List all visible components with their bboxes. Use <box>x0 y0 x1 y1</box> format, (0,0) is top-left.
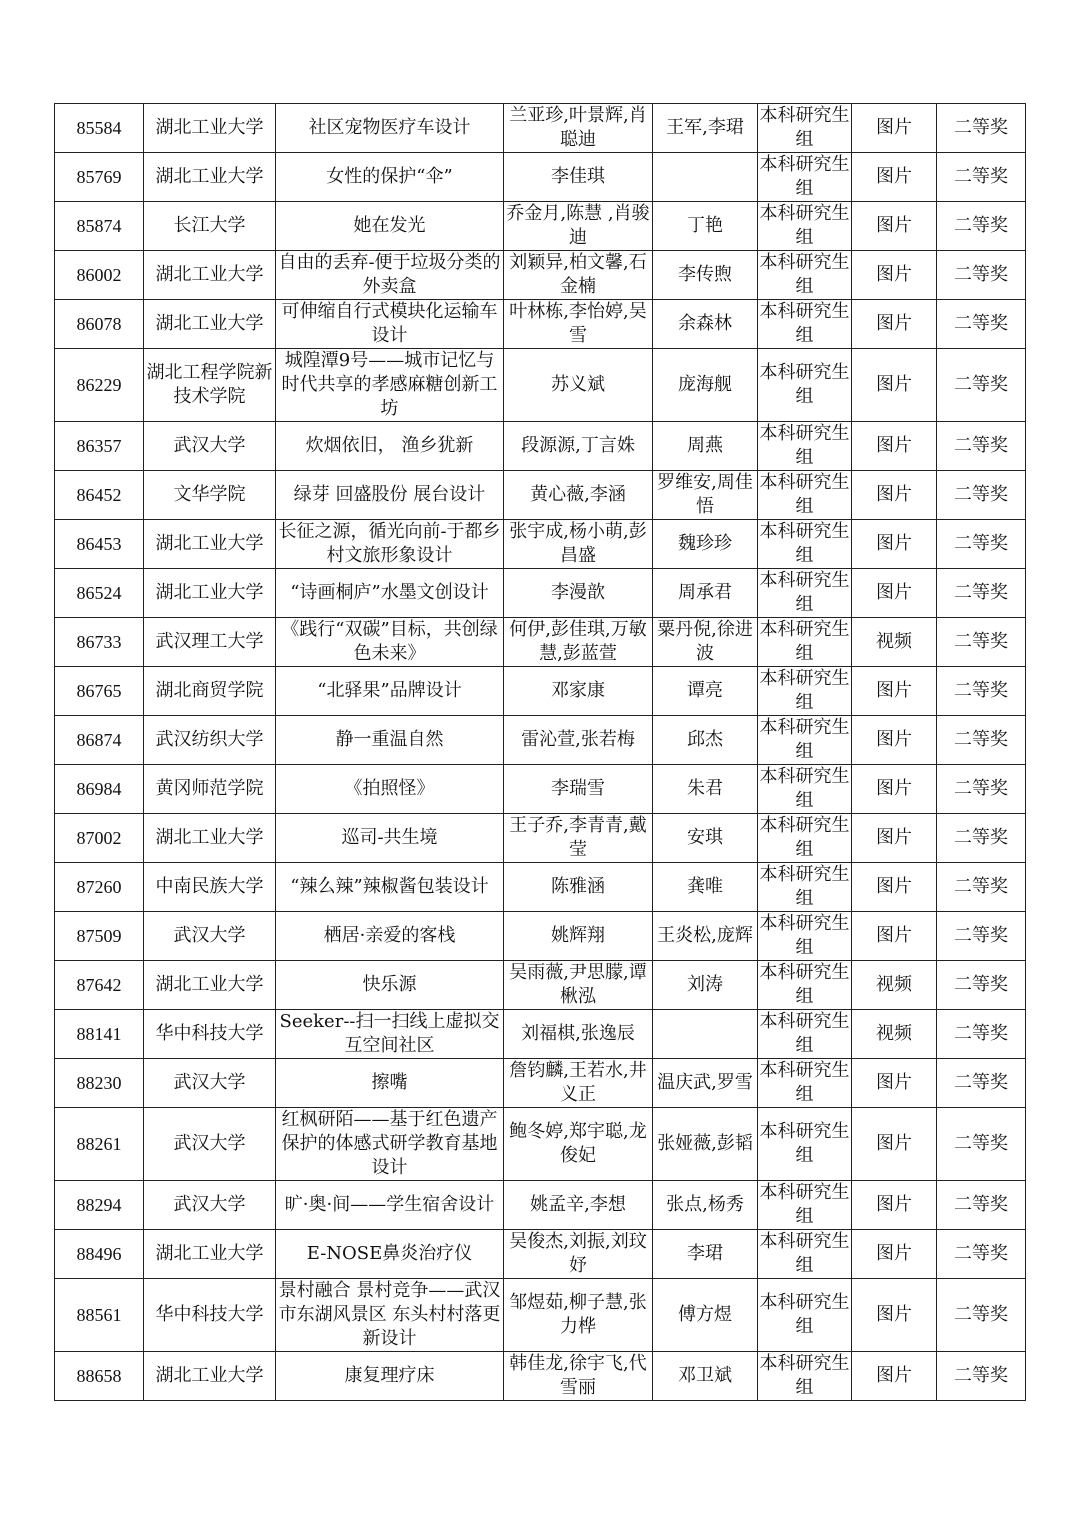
authors-cell: 李漫歆 <box>504 569 653 618</box>
advisor-cell: 丁艳 <box>653 202 758 251</box>
authors-cell: 邓家康 <box>504 667 653 716</box>
authors-cell: 陈雅涵 <box>504 863 653 912</box>
type-cell: 图片 <box>852 1181 937 1230</box>
award-table <box>54 103 1026 1401</box>
authors-cell: 李瑞雪 <box>504 765 653 814</box>
table-row <box>55 520 1026 569</box>
title-cell: 红枫研陌——基于红色遗产保护的体感式研学教育基地设计 <box>276 1108 504 1181</box>
school-cell: 湖北工业大学 <box>144 1230 276 1279</box>
title-cell: 《践行“双碳”目标，共创绿色未来》 <box>276 618 504 667</box>
advisor-cell <box>653 153 758 202</box>
entry-id-cell: 87509 <box>55 912 144 961</box>
school-cell: 武汉大学 <box>144 1059 276 1108</box>
school-cell: 武汉大学 <box>144 912 276 961</box>
award-cell: 二等奖 <box>937 814 1026 863</box>
authors-cell: 王子乔,李青青,戴莹 <box>504 814 653 863</box>
entry-id-cell: 86524 <box>55 569 144 618</box>
entry-id-cell: 86452 <box>55 471 144 520</box>
group-cell: 本科研究生组 <box>758 1230 852 1279</box>
type-cell: 视频 <box>852 961 937 1010</box>
advisor-cell: 余森林 <box>653 300 758 349</box>
table-row <box>55 1279 1026 1352</box>
entry-id-cell: 87642 <box>55 961 144 1010</box>
award-cell: 二等奖 <box>937 1230 1026 1279</box>
advisor-cell: 朱君 <box>653 765 758 814</box>
type-cell: 图片 <box>852 1279 937 1352</box>
advisor-cell: 李传煦 <box>653 251 758 300</box>
advisor-cell: 周燕 <box>653 422 758 471</box>
school-cell: 湖北工业大学 <box>144 814 276 863</box>
entry-id-cell: 87260 <box>55 863 144 912</box>
advisor-cell: 傅方煜 <box>653 1279 758 1352</box>
group-cell: 本科研究生组 <box>758 251 852 300</box>
school-cell: 武汉纺织大学 <box>144 716 276 765</box>
advisor-cell: 庞海舰 <box>653 349 758 422</box>
group-cell: 本科研究生组 <box>758 912 852 961</box>
advisor-cell: 温庆武,罗雪 <box>653 1059 758 1108</box>
title-cell: “北驿果”品牌设计 <box>276 667 504 716</box>
advisor-cell: 周承君 <box>653 569 758 618</box>
school-cell: 湖北工业大学 <box>144 1352 276 1401</box>
school-cell: 中南民族大学 <box>144 863 276 912</box>
title-cell: 自由的丢弃-便于垃圾分类的外卖盒 <box>276 251 504 300</box>
type-cell: 图片 <box>852 765 937 814</box>
type-cell: 图片 <box>852 863 937 912</box>
school-cell: 武汉理工大学 <box>144 618 276 667</box>
type-cell: 图片 <box>852 251 937 300</box>
award-cell: 二等奖 <box>937 765 1026 814</box>
school-cell: 湖北工程学院新技术学院 <box>144 349 276 422</box>
title-cell: 栖居·亲爱的客栈 <box>276 912 504 961</box>
advisor-cell <box>653 1010 758 1059</box>
award-cell: 二等奖 <box>937 912 1026 961</box>
table-row <box>55 104 1026 153</box>
school-cell: 湖北工业大学 <box>144 961 276 1010</box>
award-cell: 二等奖 <box>937 422 1026 471</box>
entry-id-cell: 88496 <box>55 1230 144 1279</box>
entry-id-cell: 86229 <box>55 349 144 422</box>
type-cell: 图片 <box>852 912 937 961</box>
group-cell: 本科研究生组 <box>758 202 852 251</box>
award-cell: 二等奖 <box>937 300 1026 349</box>
group-cell: 本科研究生组 <box>758 667 852 716</box>
table-row <box>55 1010 1026 1059</box>
school-cell: 武汉大学 <box>144 422 276 471</box>
school-cell: 湖北工业大学 <box>144 520 276 569</box>
award-cell: 二等奖 <box>937 569 1026 618</box>
advisor-cell: 张娅薇,彭韬 <box>653 1108 758 1181</box>
table-row <box>55 814 1026 863</box>
title-cell: 静一重温自然 <box>276 716 504 765</box>
award-cell: 二等奖 <box>937 1010 1026 1059</box>
award-cell: 二等奖 <box>937 1181 1026 1230</box>
title-cell: “辣么辣”辣椒酱包装设计 <box>276 863 504 912</box>
authors-cell: 兰亚珍,叶景辉,肖聪迪 <box>504 104 653 153</box>
group-cell: 本科研究生组 <box>758 1010 852 1059</box>
award-cell: 二等奖 <box>937 153 1026 202</box>
authors-cell: 段源源,丁言姝 <box>504 422 653 471</box>
entry-id-cell: 85874 <box>55 202 144 251</box>
title-cell: E-NOSE鼻炎治疗仪 <box>276 1230 504 1279</box>
advisor-cell: 王军,李珺 <box>653 104 758 153</box>
title-cell: 绿芽 回盛股份 展台设计 <box>276 471 504 520</box>
title-cell: 她在发光 <box>276 202 504 251</box>
title-cell: 擦嘴 <box>276 1059 504 1108</box>
type-cell: 图片 <box>852 814 937 863</box>
entry-id-cell: 86874 <box>55 716 144 765</box>
table-row <box>55 667 1026 716</box>
group-cell: 本科研究生组 <box>758 618 852 667</box>
group-cell: 本科研究生组 <box>758 863 852 912</box>
group-cell: 本科研究生组 <box>758 765 852 814</box>
group-cell: 本科研究生组 <box>758 153 852 202</box>
school-cell: 湖北工业大学 <box>144 569 276 618</box>
group-cell: 本科研究生组 <box>758 104 852 153</box>
type-cell: 图片 <box>852 104 937 153</box>
type-cell: 图片 <box>852 349 937 422</box>
authors-cell: 吴雨薇,尹思朦,谭楸泓 <box>504 961 653 1010</box>
table-row <box>55 471 1026 520</box>
entry-id-cell: 85584 <box>55 104 144 153</box>
type-cell: 视频 <box>852 1010 937 1059</box>
authors-cell: 韩佳龙,徐宇飞,代雪丽 <box>504 1352 653 1401</box>
school-cell: 黄冈师范学院 <box>144 765 276 814</box>
title-cell: 景村融合 景村竞争——武汉市东湖风景区 东头村村落更新设计 <box>276 1279 504 1352</box>
authors-cell: 黄心薇,李涵 <box>504 471 653 520</box>
title-cell: 城隍潭9号——城市记忆与时代共享的孝感麻糖创新工坊 <box>276 349 504 422</box>
title-cell: 社区宠物医疗车设计 <box>276 104 504 153</box>
group-cell: 本科研究生组 <box>758 814 852 863</box>
authors-cell: 李佳琪 <box>504 153 653 202</box>
authors-cell: 吴俊杰,刘振,刘玟妤 <box>504 1230 653 1279</box>
table-row <box>55 202 1026 251</box>
table-body <box>55 104 1026 1401</box>
entry-id-cell: 88294 <box>55 1181 144 1230</box>
entry-id-cell: 85769 <box>55 153 144 202</box>
group-cell: 本科研究生组 <box>758 1059 852 1108</box>
entry-id-cell: 88141 <box>55 1010 144 1059</box>
award-cell: 二等奖 <box>937 716 1026 765</box>
authors-cell: 刘颖异,柏文馨,石金楠 <box>504 251 653 300</box>
group-cell: 本科研究生组 <box>758 300 852 349</box>
title-cell: 快乐源 <box>276 961 504 1010</box>
award-cell: 二等奖 <box>937 1059 1026 1108</box>
type-cell: 图片 <box>852 153 937 202</box>
award-cell: 二等奖 <box>937 520 1026 569</box>
table-row <box>55 1059 1026 1108</box>
table-row <box>55 300 1026 349</box>
group-cell: 本科研究生组 <box>758 422 852 471</box>
table-row <box>55 153 1026 202</box>
type-cell: 视频 <box>852 618 937 667</box>
type-cell: 图片 <box>852 569 937 618</box>
school-cell: 湖北工业大学 <box>144 300 276 349</box>
table-row <box>55 422 1026 471</box>
award-cell: 二等奖 <box>937 471 1026 520</box>
group-cell: 本科研究生组 <box>758 961 852 1010</box>
title-cell: 《拍照怪》 <box>276 765 504 814</box>
group-cell: 本科研究生组 <box>758 1352 852 1401</box>
advisor-cell: 谭亮 <box>653 667 758 716</box>
advisor-cell: 龚唯 <box>653 863 758 912</box>
table-row <box>55 912 1026 961</box>
title-cell: 炊烟依旧， 渔乡犹新 <box>276 422 504 471</box>
table-row <box>55 765 1026 814</box>
award-cell: 二等奖 <box>937 961 1026 1010</box>
school-cell: 华中科技大学 <box>144 1279 276 1352</box>
title-cell: “诗画桐庐”水墨文创设计 <box>276 569 504 618</box>
table-row <box>55 349 1026 422</box>
type-cell: 图片 <box>852 471 937 520</box>
title-cell: 巡司-共生境 <box>276 814 504 863</box>
school-cell: 长江大学 <box>144 202 276 251</box>
school-cell: 湖北商贸学院 <box>144 667 276 716</box>
entry-id-cell: 86002 <box>55 251 144 300</box>
school-cell: 湖北工业大学 <box>144 104 276 153</box>
entry-id-cell: 86984 <box>55 765 144 814</box>
table-row <box>55 618 1026 667</box>
authors-cell: 姚辉翔 <box>504 912 653 961</box>
authors-cell: 叶林栋,李怡婷,吴雪 <box>504 300 653 349</box>
school-cell: 湖北工业大学 <box>144 251 276 300</box>
authors-cell: 詹钧麟,王若水,井义正 <box>504 1059 653 1108</box>
award-cell: 二等奖 <box>937 667 1026 716</box>
type-cell: 图片 <box>852 667 937 716</box>
authors-cell: 张宇成,杨小萌,彭昌盛 <box>504 520 653 569</box>
advisor-cell: 罗维安,周佳悟 <box>653 471 758 520</box>
authors-cell: 鲍冬婷,郑宇聪,龙俊妃 <box>504 1108 653 1181</box>
group-cell: 本科研究生组 <box>758 1108 852 1181</box>
type-cell: 图片 <box>852 1108 937 1181</box>
group-cell: 本科研究生组 <box>758 1181 852 1230</box>
school-cell: 文华学院 <box>144 471 276 520</box>
authors-cell: 邹煜茹,柳子慧,张力桦 <box>504 1279 653 1352</box>
entry-id-cell: 88658 <box>55 1352 144 1401</box>
advisor-cell: 粟丹倪,徐进波 <box>653 618 758 667</box>
authors-cell: 何伊,彭佳琪,万敏慧,彭蓝萱 <box>504 618 653 667</box>
award-cell: 二等奖 <box>937 1108 1026 1181</box>
authors-cell: 姚孟辛,李想 <box>504 1181 653 1230</box>
type-cell: 图片 <box>852 1230 937 1279</box>
table-row <box>55 1108 1026 1181</box>
award-cell: 二等奖 <box>937 863 1026 912</box>
authors-cell: 刘福棋,张逸辰 <box>504 1010 653 1059</box>
type-cell: 图片 <box>852 422 937 471</box>
title-cell: 女性的保护“伞” <box>276 153 504 202</box>
type-cell: 图片 <box>852 1352 937 1401</box>
authors-cell: 乔金月,陈慧 ,肖骏迪 <box>504 202 653 251</box>
table-row <box>55 569 1026 618</box>
group-cell: 本科研究生组 <box>758 716 852 765</box>
title-cell: 可伸缩自行式模块化运输车设计 <box>276 300 504 349</box>
entry-id-cell: 86078 <box>55 300 144 349</box>
table-row <box>55 863 1026 912</box>
type-cell: 图片 <box>852 300 937 349</box>
advisor-cell: 张点,杨秀 <box>653 1181 758 1230</box>
table-row <box>55 1230 1026 1279</box>
title-cell: Seeker--扫一扫线上虚拟交互空间社区 <box>276 1010 504 1059</box>
entry-id-cell: 86453 <box>55 520 144 569</box>
authors-cell: 苏义斌 <box>504 349 653 422</box>
advisor-cell: 安琪 <box>653 814 758 863</box>
type-cell: 图片 <box>852 202 937 251</box>
advisor-cell: 邱杰 <box>653 716 758 765</box>
entry-id-cell: 86357 <box>55 422 144 471</box>
title-cell: 长征之源，循光向前-于都乡村文旅形象设计 <box>276 520 504 569</box>
entry-id-cell: 88261 <box>55 1108 144 1181</box>
type-cell: 图片 <box>852 716 937 765</box>
type-cell: 图片 <box>852 1059 937 1108</box>
advisor-cell: 邓卫斌 <box>653 1352 758 1401</box>
group-cell: 本科研究生组 <box>758 520 852 569</box>
group-cell: 本科研究生组 <box>758 349 852 422</box>
table-row <box>55 251 1026 300</box>
group-cell: 本科研究生组 <box>758 569 852 618</box>
authors-cell: 雷沁萱,张若梅 <box>504 716 653 765</box>
table-row <box>55 1181 1026 1230</box>
entry-id-cell: 86733 <box>55 618 144 667</box>
table-row <box>55 961 1026 1010</box>
advisor-cell: 刘涛 <box>653 961 758 1010</box>
title-cell: 旷·奥·间——学生宿舍设计 <box>276 1181 504 1230</box>
title-cell: 康复理疗床 <box>276 1352 504 1401</box>
school-cell: 武汉大学 <box>144 1108 276 1181</box>
school-cell: 华中科技大学 <box>144 1010 276 1059</box>
entry-id-cell: 87002 <box>55 814 144 863</box>
award-cell: 二等奖 <box>937 1352 1026 1401</box>
award-cell: 二等奖 <box>937 202 1026 251</box>
advisor-cell: 魏珍珍 <box>653 520 758 569</box>
table-row <box>55 716 1026 765</box>
advisor-cell: 王炎松,庞辉 <box>653 912 758 961</box>
school-cell: 武汉大学 <box>144 1181 276 1230</box>
advisor-cell: 李珺 <box>653 1230 758 1279</box>
school-cell: 湖北工业大学 <box>144 153 276 202</box>
group-cell: 本科研究生组 <box>758 1279 852 1352</box>
award-cell: 二等奖 <box>937 251 1026 300</box>
award-cell: 二等奖 <box>937 349 1026 422</box>
type-cell: 图片 <box>852 520 937 569</box>
award-cell: 二等奖 <box>937 104 1026 153</box>
award-cell: 二等奖 <box>937 618 1026 667</box>
table-row <box>55 1352 1026 1401</box>
group-cell: 本科研究生组 <box>758 471 852 520</box>
entry-id-cell: 88230 <box>55 1059 144 1108</box>
entry-id-cell: 88561 <box>55 1279 144 1352</box>
entry-id-cell: 86765 <box>55 667 144 716</box>
award-cell: 二等奖 <box>937 1279 1026 1352</box>
